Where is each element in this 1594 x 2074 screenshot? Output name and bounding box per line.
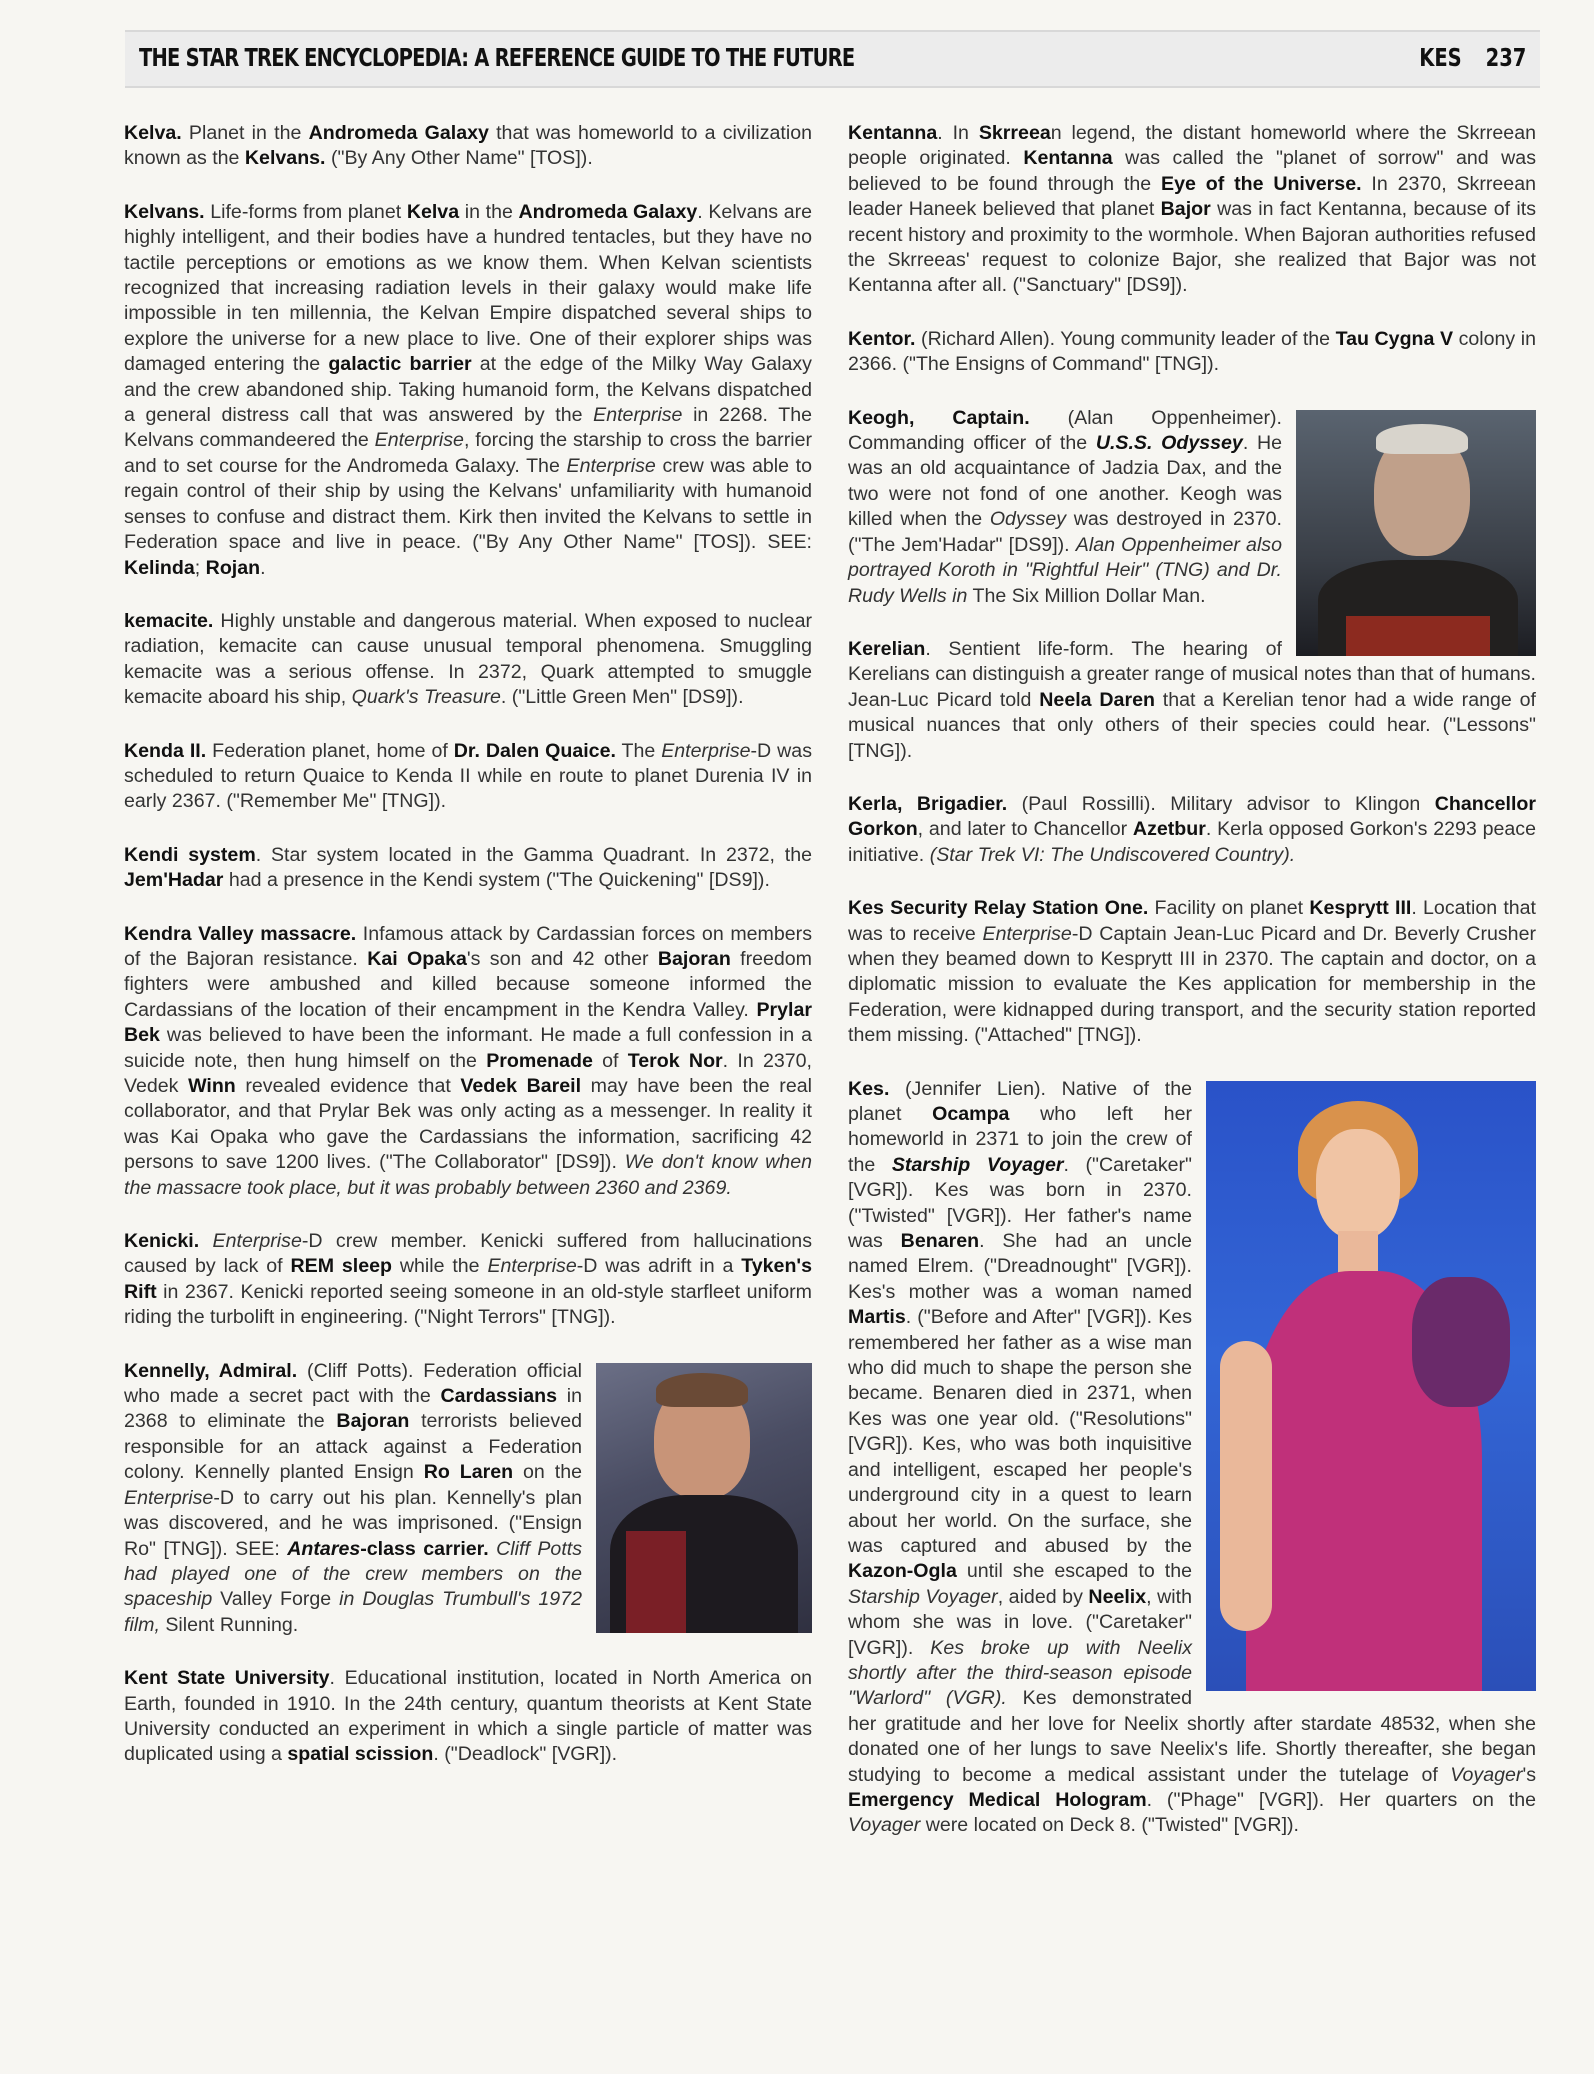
entry-kennelly-admiral: Kennelly, Admiral. (Cliff Potts). Federation official who made a secret pact with the Cardassians in 2368 to eliminate the Bajoran terrorists believed responsible for an attack against a Federation colony. Kennelly planted Ensign Ro Laren on the Enterprise-D to carry out his plan. Kennelly's plan was discovered, and he was imprisoned. ("Ensign Ro" [TNG]). SEE: Antares-class carrier. Cliff Potts had played one of the crew members on the spaceship Valley Forge in Douglas Trumbull's 1972 film, Silent Running.	[124, 1359, 583, 1636]
running-header	[125, 30, 1540, 88]
photo-captain-keogh	[1296, 410, 1536, 656]
entry-kemacite: kemacite. Highly unstable and dangerous material. When exposed to nuclear radiation, kemacite can cause unusual temporal phenomena. Smuggling kemacite was a serious offense. In 2372, Quark attempted to smuggle kemacite aboard his ship, Quark's Treasure. ("Little Green Men" [DS9]).	[124, 609, 812, 709]
entry-kerla-brigadier: Kerla, Brigadier. (Paul Rossilli). Military advisor to Klingon Chancellor Gorkon, and later to Chancellor Azetbur. Kerla opposed Gorkon's 2293 peace initiative. (Star Trek VI: The Undiscovered Country).	[848, 792, 1536, 866]
photo-admiral-kennelly	[596, 1363, 812, 1633]
entry-kes-security-relay-station: Kes Security Relay Station One. Facility on planet Kesprytt III. Location that was to receive Enterprise-D Captain Jean-Luc Picard and Dr. Beverly Crusher when they beamed down to Kesprytt III in 2370. The captain and doctor, on a diplomatic mission to evaluate the Kes application for membership in the Federation, were kidnapped during transport, and the security station reported them missing. ("Attached" [TNG]).	[848, 897, 1537, 1047]
entry-kent-state-university: Kent State University. Educational institution, located in North America on Earth, founded in 1910. In the 24th century, quantum theorists at Kent State University conducted an experiment in which a single particle of matter was duplicated using a spatial scission. ("Deadlock" [VGR]).	[124, 1667, 812, 1766]
entry-kentanna: Kentanna. In Skrreean legend, the distant homeworld where the Skrreean people originated. Kentanna was called the "planet of sorrow" and was believed to be found through the Eye of the Universe. In 2370, Skrreean leader Haneek believed that planet Bajor was in fact Kentanna, because of its recent history and proximity to the wormhole. When Bajoran authorities refused the Skrreeas' request to colonize Bajor, she realized that Bajor was not Kentanna after all. ("Sanctuary" [DS9]).	[848, 122, 1537, 297]
right-column	[848, 121, 1536, 1867]
entry-kenicki: Kenicki. Enterprise-D crew member. Kenicki suffered from hallucinations caused by lack of REM sleep while the Enterprise-D was adrift in a Tyken's Rift in 2367. Kenicki reported seeing someone in an old-style starfleet uniform riding the turbolift in engineering. ("Night Terrors" [TNG]).	[124, 1230, 812, 1329]
entry-kentor: Kentor. (Richard Allen). Young community leader of the Tau Cygna V colony in 2366. ("The Ensigns of Command" [TNG]).	[848, 327, 1537, 376]
entry-kelva: Kelva. Planet in the Andromeda Galaxy that was homeworld to a civilization known as the Kelvans. ("By Any Other Name" [TOS]).	[124, 122, 812, 170]
entry-kerelian: Kerelian. Sentient life-form. The hearing of Kerelians can distinguish a greater range of musical notes than that of humans. Jean-Luc Picard told Neela Daren that a Kerelian tenor had a wide range of musical nuances that only others of their species could hear. ("Lessons" [TNG]).	[848, 637, 1536, 762]
left-column	[124, 121, 812, 1796]
book-title: THE STAR TREK ENCYCLOPEDIA: A REFERENCE GUIDE TO THE FUTURE	[139, 43, 855, 72]
entry-keogh-captain: Keogh, Captain. (Alan Oppenheimer). Commanding officer of the U.S.S. Odyssey. He was an old acquaintance of Jadzia Dax, and the two were not fond of one another. Keogh was killed when the Odyssey was destroyed in 2370. ("The Jem'Hadar" [DS9]). Alan Oppenheimer also portrayed Koroth in "Rightful Heir" (TNG) and Dr. Rudy Wells in The Six Million Dollar Man.	[848, 406, 1282, 607]
entry-kenda-ii: Kenda II. Federation planet, home of Dr. Dalen Quaice. The Enterprise-D was scheduled to return Quaice to Kenda II while en route to planet Durenia IV in early 2367. ("Remember Me" [TNG]).	[124, 739, 812, 813]
entry-kendi-system: Kendi system. Star system located in the Gamma Quadrant. In 2372, the Jem'Hadar had a presence in the Kendi system ("The Quickening" [DS9]).	[124, 843, 812, 892]
photo-kes	[1206, 1081, 1536, 1691]
header-keyword: KES	[1418, 43, 1462, 72]
header-right	[1402, 43, 1526, 72]
entry-kendra-valley-massacre: Kendra Valley massacre. Infamous attack by Cardassian forces on members of the Bajoran resistance. Kai Opaka's son and 42 other Bajoran freedom fighters were ambushed and killed because someone informed the Cardassians of the location of their encampment in the Kendra Valley. Prylar Bek was believed to have been the informant. He made a full confession in a suicide note, then hung himself on the Promenade of Terok Nor. In 2370, Vedek Winn revealed evidence that Vedek Bareil may have been the real collaborator, and that Prylar Bek was only acting as a messenger. In reality it was Kai Opaka who gave the Cardassians the information, sacrificing 42 persons to save 1200 lives. ("The Collaborator" [DS9]). We don't know when the massacre took place, but it was probably between 2360 and 2369.	[124, 922, 813, 1199]
page-number: 237	[1485, 43, 1526, 72]
entry-kes: Kes. (Jennifer Lien). Native of the planet Ocampa who left her homeworld in 2371 to join the crew of the Starship Voyager. ("Caretaker" [VGR]). Kes was born in 2370. ("Twisted" [VGR]). Her father's name was Benaren. She had an uncle named Elrem. ("Dreadnought" [VGR]). Kes's mother was a woman named Martis. ("Before and After" [VGR]). Kes remembered her father as a wise man who did much to shape the person she became. Benaren died in 2371, when Kes was one year old. ("Resolutions" [VGR]). Kes, who was both inquisitive and intelligent, escaped her people's underground city in a quest to learn about her world. On the surface, she was captured and abused by the Kazon-Ogla until she escaped to the Starship Voyager, aided by Neelix, with whom she was in love. ("Caretaker" [VGR]). Kes broke up with Neelix shortly after the third-season episode "Warlord" (VGR). Kes demonstrated her gratitude and her love for Neelix shortly after stardate 48532, when she donated one of her lungs to save Neelix's life. Shortly thereafter, she began studying to become a medical assistant under the tutelage of Voyager's Emergency Medical Hologram. ("Phage" [VGR]). Her quarters on the Voyager were located on Deck 8. ("Twisted" [VGR]).	[848, 1077, 1537, 1837]
entry-kelvans: Kelvans. Life-forms from planet Kelva in the Andromeda Galaxy. Kelvans are highly intelligent, and their bodies have a hundred tentacles, but they have no tactile perceptions or emotions as we know them. When Kelvan scientists recognized that increasing radiation levels in their galaxy would make life impossible in ten millennia, the Kelvan Empire dispatched several ships to explore the universe for a new place to live. One of their explorer ships was damaged entering the galactic barrier at the edge of the Milky Way Galaxy and the crew abandoned ship. Taking humanoid form, the Kelvans dispatched a general distress call that was answered by the Enterprise in 2268. The Kelvans commandeered the Enterprise, forcing the starship to cross the barrier and to set course for the Andromeda Galaxy. The Enterprise crew was able to regain control of their ship by using the Kelvans' unfamiliarity with humanoid senses to confuse and distract them. Kirk then invited the Kelvans to settle in Federation space and live in peace. ("By Any Other Name" [TOS]). SEE: Kelinda; Rojan.	[124, 200, 813, 579]
